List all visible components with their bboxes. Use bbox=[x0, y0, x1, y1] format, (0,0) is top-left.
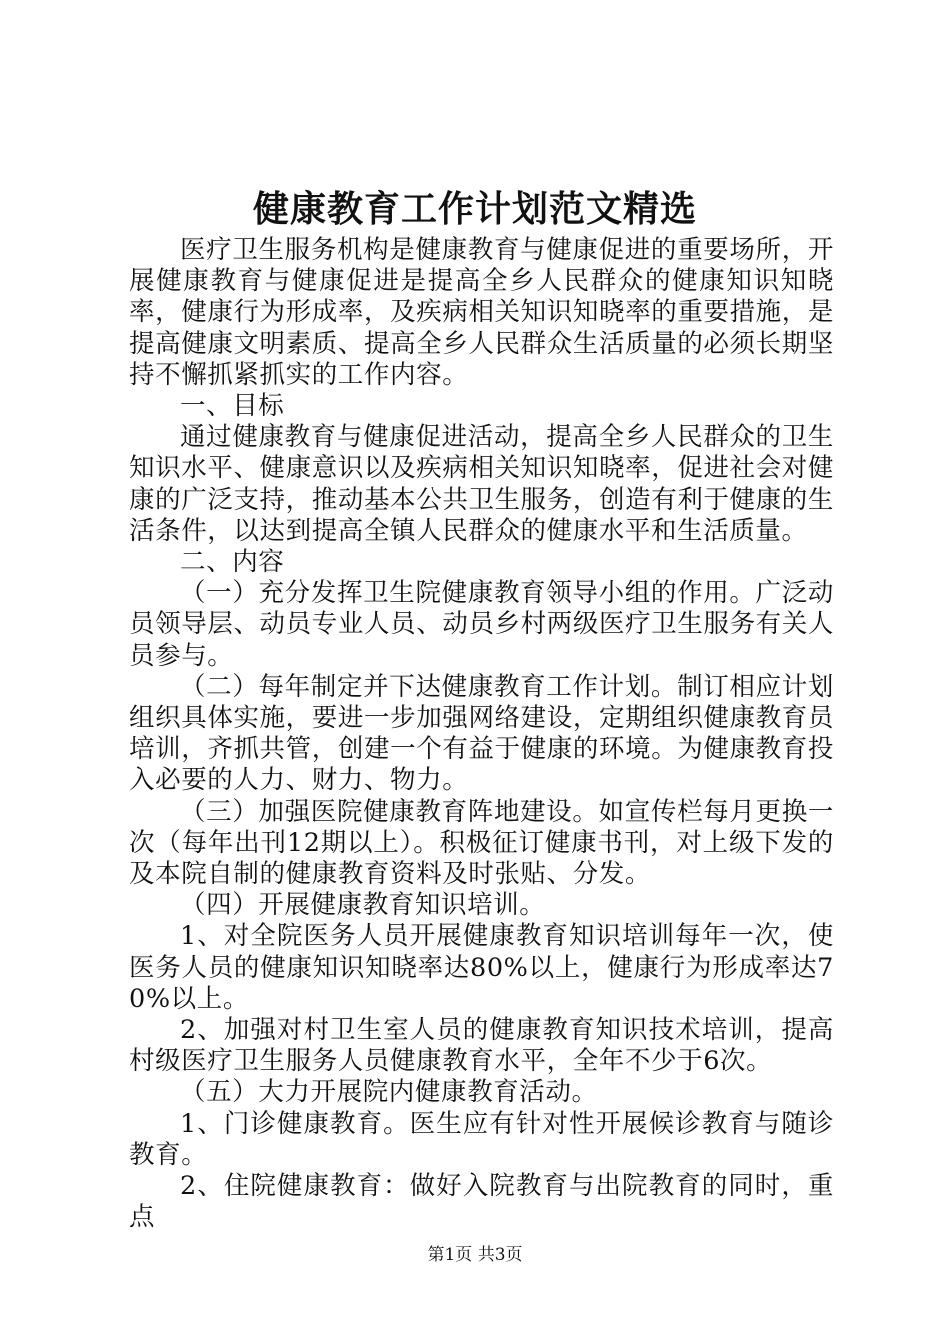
paragraph-goals: 通过健康教育与健康促进活动，提高全乡人民群众的卫生知识水平、健康意识以及疾病相关知识知晓率，促进社会对健康的广泛支持，推动基本公共卫生服务，创造有利于健康的生活条件，以达到提高全镇人民群众的健康水平和生活质量。 bbox=[129, 422, 834, 546]
paragraph-item-5-1: 1、门诊健康教育。医生应有针对性开展候诊教育与随诊教育。 bbox=[129, 1108, 834, 1170]
paragraph-item-4-1: 1、对全院医务人员开展健康教育知识培训每年一次，使医务人员的健康知识知晓率达80%以上，健康行为形成率达70%以上。 bbox=[129, 921, 834, 1014]
paragraph-intro: 医疗卫生服务机构是健康教育与健康促进的重要场所，开展健康教育与健康促进是提高全乡人民群众的健康知识知晓率，健康行为形成率，及疾病相关知识知晓率的重要措施，是提高健康文明素质、提高全乡人民群众生活质量的必须长期坚持不懈抓紧抓实的工作内容。 bbox=[129, 235, 834, 390]
page-footer: 第1页 共3页 bbox=[427, 1245, 523, 1265]
paragraph-item-2: （二）每年制定并下达健康教育工作计划。制订相应计划组织具体实施，要进一步加强网络建设，定期组织健康教育员培训，齐抓共管，创建一个有益于健康的环境。为健康教育投入必要的人力、财力、物力。 bbox=[129, 671, 834, 796]
heading-goals: 一、目标 bbox=[180, 391, 285, 422]
paragraph-item-5: （五）大力开展院内健康教育活动。 bbox=[180, 1077, 598, 1108]
paragraph-item-5-2: 2、住院健康教育：做好入院教育与出院教育的同时，重点 bbox=[129, 1171, 834, 1233]
paragraph-item-3: （三）加强医院健康教育阵地建设。如宣传栏每月更换一次（每年出刊12期以上）。积极征订健康书刊，对上级下发的及本院自制的健康教育资料及时张贴、分发。 bbox=[129, 796, 834, 890]
paragraph-item-4-2: 2、加强对村卫生室人员的健康教育知识技术培训，提高村级医疗卫生服务人员健康教育水平，全年不少于6次。 bbox=[129, 1015, 834, 1077]
document-body bbox=[129, 235, 834, 1234]
heading-content: 二、内容 bbox=[180, 547, 285, 578]
paragraph-item-1: （一）充分发挥卫生院健康教育领导小组的作用。广泛动员领导层、动员专业人员、动员乡村两级医疗卫生服务有关人员参与。 bbox=[129, 578, 834, 671]
paragraph-item-4: （四）开展健康教育知识培训。 bbox=[180, 890, 546, 921]
document-title: 健康教育工作计划范文精选 bbox=[252, 188, 697, 230]
